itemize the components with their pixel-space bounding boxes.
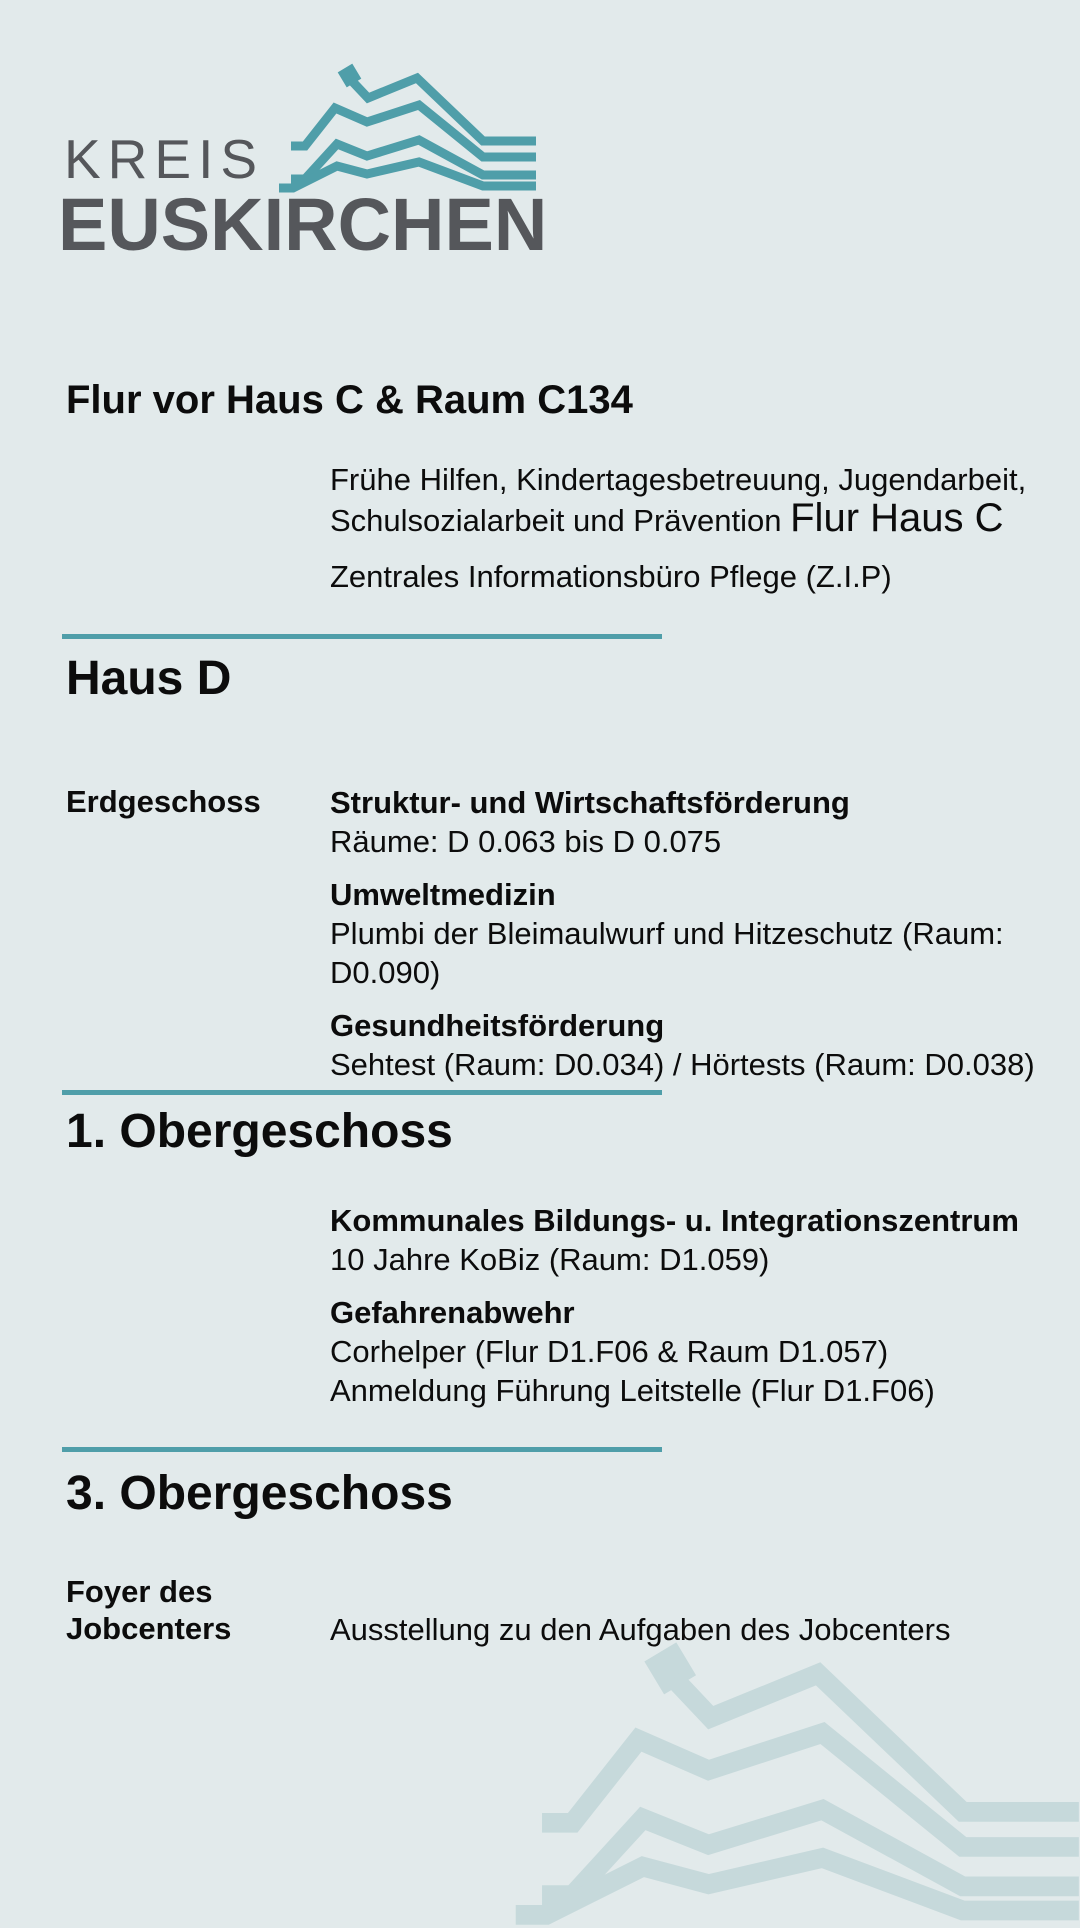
kreis-euskirchen-logo-mark-icon xyxy=(255,58,536,194)
entry-detail: Sehtest (Raum: D0.034) / Hörtests (Raum: D0.038) xyxy=(330,1047,1035,1082)
list-item xyxy=(330,875,1080,992)
entry-title: Struktur- und Wirtschaftsförderung xyxy=(330,785,850,820)
entry-title: Umweltmedizin xyxy=(330,877,556,912)
entry-title: Gesundheitsförderung xyxy=(330,1008,665,1043)
og1-entries xyxy=(330,1201,1019,1410)
floor-label-erdgeschoss: Erdgeschoss xyxy=(66,784,261,819)
floor-label-line1: Foyer des xyxy=(66,1574,213,1609)
section-heading-haus-d: Haus D xyxy=(66,652,232,705)
haus-c-departments-line1: Frühe Hilfen, Kindertagesbetreuung, Jugendarbeit, xyxy=(330,462,1027,497)
list-item xyxy=(330,1201,1019,1279)
list-item xyxy=(330,1006,1080,1084)
entry-title: Kommunales Bildungs- u. Integrationszentrum xyxy=(330,1203,1019,1238)
jobcenter-entry: Ausstellung zu den Aufgaben des Jobcenters xyxy=(330,1612,951,1647)
entry-detail: 10 Jahre KoBiz (Raum: D1.059) xyxy=(330,1242,770,1277)
entry-detail: Plumbi der Bleimaulwurf und Hitzeschutz (Raum: D0.090) xyxy=(330,916,1004,990)
section-divider xyxy=(62,1447,662,1452)
section-divider xyxy=(62,1090,662,1095)
entry-detail: Anmeldung Führung Leitstelle (Flur D1.F06) xyxy=(330,1373,935,1408)
haus-c-departments xyxy=(330,460,1026,540)
section-heading-og3: 3. Obergeschoss xyxy=(66,1467,453,1520)
logo-text-euskirchen: EUSKIRCHEN xyxy=(58,183,548,266)
entry-detail: Räume: D 0.063 bis D 0.075 xyxy=(330,824,722,859)
haus-c-info xyxy=(330,460,1026,596)
floor-label-jobcenter-foyer xyxy=(66,1573,231,1647)
zip-info-line: Zentrales Informationsbüro Pflege (Z.I.P) xyxy=(330,559,892,594)
floor-label-line2: Jobcenters xyxy=(66,1611,232,1646)
list-item xyxy=(330,1293,1019,1410)
entry-detail: Corhelper (Flur D1.F06 & Raum D1.057) xyxy=(330,1334,889,1369)
logo-watermark-icon xyxy=(463,1630,1079,1928)
erdgeschoss-entries xyxy=(330,783,1080,1084)
haus-c-departments-line2: Schulsozialarbeit und Prävention xyxy=(330,503,791,538)
page-title: Flur vor Haus C & Raum C134 xyxy=(66,378,633,422)
section-divider xyxy=(62,634,662,639)
section-heading-og1: 1. Obergeschoss xyxy=(66,1105,453,1158)
entry-title: Gefahrenabwehr xyxy=(330,1295,575,1330)
haus-c-location-highlight: Flur Haus C xyxy=(790,496,1004,540)
logo-text-kreis: KREIS xyxy=(64,128,265,190)
list-item xyxy=(330,783,1080,861)
